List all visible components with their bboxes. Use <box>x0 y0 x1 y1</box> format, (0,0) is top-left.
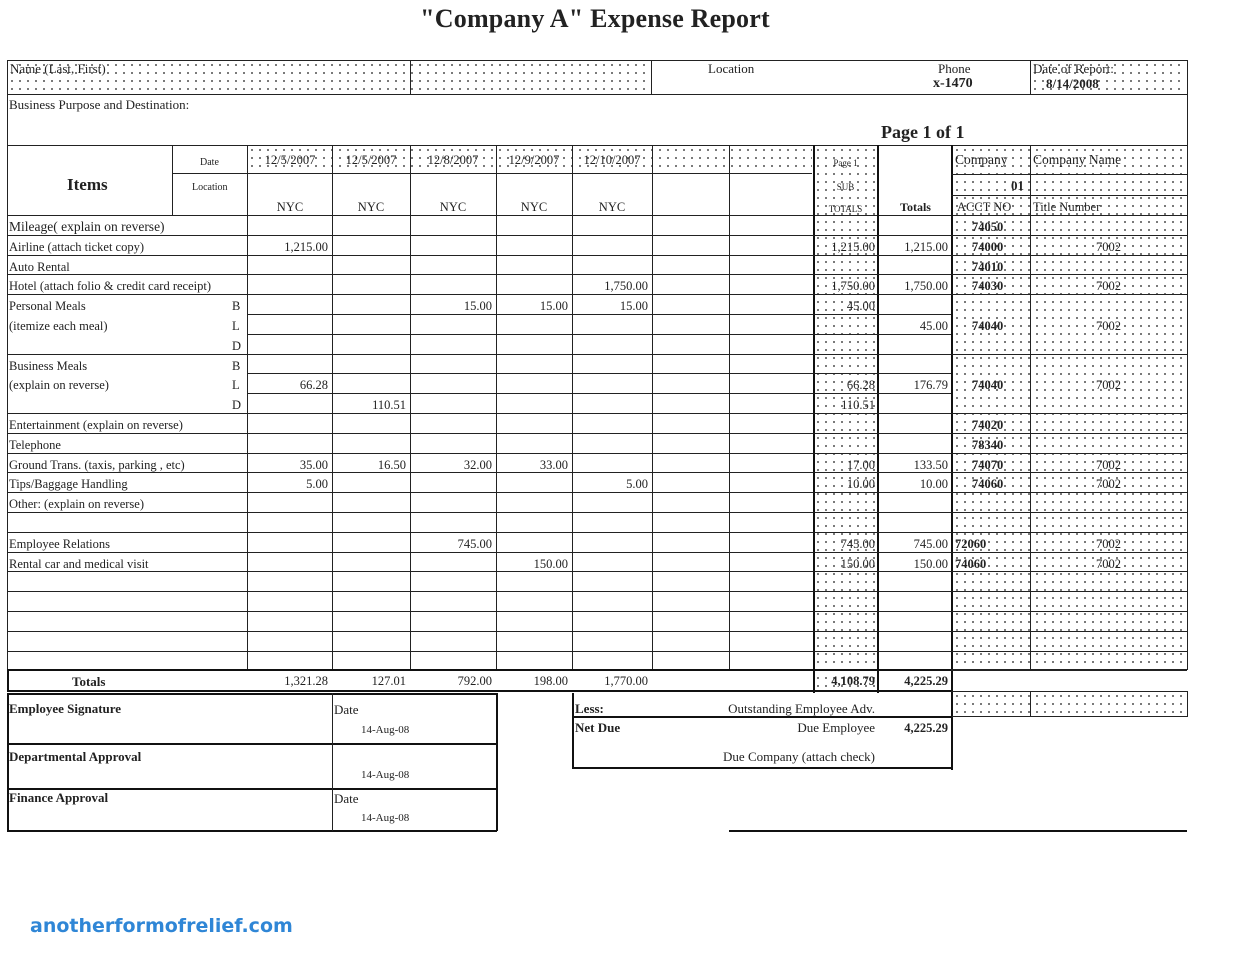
page-subtotal-cell: 110.51 <box>841 398 875 412</box>
company-code: 01 <box>1011 178 1024 193</box>
row-label: (explain on reverse) <box>9 378 109 392</box>
location-cell: NYC <box>439 200 467 214</box>
amount-cell: 15.00 <box>619 299 648 313</box>
grid-rule <box>7 690 951 692</box>
acct-number-cell: 78340 <box>972 438 1004 452</box>
name-label: Name (Last, First) <box>10 61 106 76</box>
grid-rule <box>1187 60 1188 146</box>
grid-rule <box>7 492 1187 493</box>
grid-rule <box>172 145 173 215</box>
finance-date-label: Date <box>334 791 359 806</box>
date-cell: 12/9/2007 <box>508 153 560 167</box>
title-number-label: Title Number <box>1033 200 1101 214</box>
date-cell: 12/10/2007 <box>583 153 641 167</box>
company-label: Company <box>955 152 1008 167</box>
page-subtotal-cell: 45.00 <box>846 299 875 313</box>
row-total-cell: 1,215.00 <box>904 240 948 254</box>
row-label: Mileage( explain on reverse) <box>9 219 165 234</box>
grid-rule <box>572 767 952 769</box>
amount-cell: 66.28 <box>299 378 328 392</box>
phone-label: Phone <box>938 61 971 76</box>
grid-rule <box>7 788 497 790</box>
page-subtotal-cell: 17.00 <box>846 458 875 472</box>
page-column-label: Page 1 <box>833 158 858 168</box>
grid-rule <box>1187 691 1188 717</box>
acct-no-label: ACCT NO <box>957 200 1012 214</box>
grid-rule <box>247 334 813 335</box>
amount-cell: 33.00 <box>539 458 568 472</box>
finance-date-value: 14-Aug-08 <box>361 812 410 824</box>
row-label: Ground Trans. (taxis, parking , etc) <box>9 458 185 472</box>
employee-date-label: Date <box>334 702 359 717</box>
row-label: Hotel (attach folio & credit card receipt) <box>9 279 211 293</box>
acct-number-cell: 72060 <box>955 537 987 551</box>
grid-rule <box>729 830 1187 832</box>
grid-rule <box>7 693 9 831</box>
page-subtotal-cell: 745.00 <box>840 537 875 551</box>
title-number-cell: 7002 <box>1096 458 1121 472</box>
acct-number-cell: 74060 <box>972 477 1004 491</box>
title-number-cell: 7002 <box>1096 240 1121 254</box>
amount-cell: 16.50 <box>377 458 406 472</box>
grid-rule <box>332 693 333 831</box>
grid-rule <box>7 631 1187 632</box>
grid-rule <box>7 294 1187 295</box>
location-row-label: Location <box>192 182 228 193</box>
watermark: anotherformofrelief.com <box>30 915 293 937</box>
location-cell: NYC <box>520 200 548 214</box>
page-subtotal-cell: 66.28 <box>846 378 875 392</box>
report-title: "Company A" Expense Report <box>420 4 770 33</box>
totals-day-cell: 127.01 <box>371 674 406 688</box>
grid-rule <box>7 669 9 691</box>
meal-code: D <box>232 339 242 353</box>
totals-column-label: Totals <box>900 200 931 214</box>
title-number-cell: 7002 <box>1096 557 1121 571</box>
title-number-cell: 7002 <box>1096 279 1121 293</box>
title-number-cell: 7002 <box>1096 477 1121 491</box>
grid-rule <box>7 472 1187 473</box>
grid-rule <box>7 552 1187 553</box>
amount-cell: 1,750.00 <box>604 279 648 293</box>
grid-rule <box>1030 691 1031 717</box>
grid-rule <box>7 512 1187 513</box>
grid-rule <box>7 830 497 832</box>
date-row-label: Date <box>200 157 219 168</box>
title-number-cell: 7002 <box>1096 378 1121 392</box>
grid-rule <box>7 60 8 146</box>
finance-approval-label: Finance Approval <box>9 790 109 805</box>
grid-rule <box>7 611 1187 612</box>
acct-number-cell: 74060 <box>955 557 987 571</box>
title-number-cell: 7002 <box>1096 537 1121 551</box>
acct-number-cell: 74040 <box>972 378 1004 392</box>
row-label: Employee Relations <box>9 537 111 551</box>
location-label: Location <box>708 61 755 76</box>
row-label: Business Meals <box>9 359 88 373</box>
amount-cell: 15.00 <box>463 299 492 313</box>
row-total-cell: 133.50 <box>913 458 948 472</box>
grid-rule <box>7 743 497 745</box>
dept-date-value: 14-Aug-08 <box>361 769 410 781</box>
row-total-cell: 745.00 <box>913 537 948 551</box>
grid-rule <box>1187 145 1188 670</box>
date-cell: 12/5/2007 <box>345 153 397 167</box>
grid-rule <box>7 235 1187 236</box>
grid-rule <box>7 591 1187 592</box>
page-column-label: SUB <box>836 182 855 192</box>
grid-rule <box>813 373 951 374</box>
grid-rule <box>572 693 574 768</box>
outstanding-advance-label: Outstanding Employee Adv. <box>728 701 875 716</box>
acct-number-cell: 74050 <box>972 220 1004 234</box>
grid-rule <box>951 174 1187 175</box>
phone-value: x-1470 <box>933 76 973 91</box>
row-label: (itemize each meal) <box>9 319 108 333</box>
page-subtotal-cell: 1,750.00 <box>831 279 875 293</box>
row-label: Other: (explain on reverse) <box>9 497 145 511</box>
meal-code: D <box>232 398 242 412</box>
row-label: Personal Meals <box>9 299 86 313</box>
grid-rule <box>7 453 1187 454</box>
grid-rule <box>572 716 952 718</box>
row-total-cell: 176.79 <box>913 378 948 392</box>
page-subtotal-cell: 150.00 <box>840 557 875 571</box>
items-label: Items <box>67 175 108 194</box>
employee-date-value: 14-Aug-08 <box>361 724 410 736</box>
grid-rule <box>496 693 498 831</box>
grid-rule <box>247 393 813 394</box>
amount-cell: 1,215.00 <box>284 240 328 254</box>
net-due-label: Net Due <box>575 720 621 735</box>
advance-row-shade <box>953 692 1186 716</box>
grid-rule <box>1030 60 1031 94</box>
meal-code: B <box>232 359 241 373</box>
meal-code: L <box>232 319 240 333</box>
acct-number-cell: 74010 <box>972 260 1004 274</box>
location-cell: NYC <box>276 200 304 214</box>
date-cell: 12/8/2007 <box>427 153 479 167</box>
grid-rule <box>7 532 1187 533</box>
grid-rule <box>7 215 1187 216</box>
grid-rule <box>813 334 951 335</box>
grid-rule <box>7 94 1187 95</box>
totals-day-cell: 198.00 <box>533 674 568 688</box>
acct-number-cell: 74070 <box>972 458 1004 472</box>
departmental-approval-label: Departmental Approval <box>9 749 142 764</box>
row-total-cell: 10.00 <box>919 477 948 491</box>
location-cell: NYC <box>598 200 626 214</box>
company-name-label: Company Name <box>1033 152 1122 167</box>
title-number-cell: 7002 <box>1096 319 1121 333</box>
page-indicator: Page 1 of 1 <box>881 122 965 142</box>
page-subtotal-cell: 10.00 <box>846 477 875 491</box>
grid-rule <box>7 669 951 671</box>
amount-cell: 35.00 <box>299 458 328 472</box>
grid-rule <box>651 60 652 94</box>
totals-row-label: Totals <box>72 674 106 689</box>
amount-cell: 745.00 <box>457 537 492 551</box>
grid-rule <box>813 393 951 394</box>
row-total-cell: 45.00 <box>919 319 948 333</box>
due-employee-value: 4,225.29 <box>904 721 948 735</box>
due-company-label: Due Company (attach check) <box>723 749 875 764</box>
amount-cell: 15.00 <box>539 299 568 313</box>
totals-day-cell: 792.00 <box>457 674 492 688</box>
grand-total-cell: 4,225.29 <box>904 674 948 688</box>
grid-rule <box>247 314 813 315</box>
amount-cell: 5.00 <box>306 477 328 491</box>
less-label: Less: <box>575 701 604 716</box>
row-label: Tips/Baggage Handling <box>9 477 128 491</box>
grid-rule <box>410 60 411 94</box>
date-of-report-label: Date of Report: <box>1033 61 1114 76</box>
grid-rule <box>7 274 1187 275</box>
amount-cell: 32.00 <box>463 458 492 472</box>
totals-page-cell: 4,108.79 <box>831 674 875 688</box>
grid-rule <box>7 60 1187 61</box>
acct-number-cell: 74020 <box>972 418 1004 432</box>
due-employee-label: Due Employee <box>797 720 875 735</box>
employee-signature-label: Employee Signature <box>9 701 122 716</box>
grid-rule <box>951 195 1187 196</box>
location-cell: NYC <box>357 200 385 214</box>
grid-rule <box>247 373 813 374</box>
grid-rule <box>7 255 1187 256</box>
meal-code: L <box>232 378 240 392</box>
grid-rule <box>7 571 1187 572</box>
grid-rule <box>951 716 1187 717</box>
grid-rule <box>951 669 1187 670</box>
grid-rule <box>172 173 812 174</box>
amount-cell: 150.00 <box>533 557 568 571</box>
row-total-cell: 150.00 <box>913 557 948 571</box>
grid-rule <box>813 314 951 315</box>
row-label: Auto Rental <box>9 260 70 274</box>
amount-cell: 110.51 <box>372 398 406 412</box>
grid-rule <box>7 651 1187 652</box>
grid-rule <box>951 145 953 770</box>
grid-rule <box>7 693 497 695</box>
acct-number-cell: 74000 <box>972 240 1004 254</box>
grid-rule <box>7 413 1187 414</box>
meal-code: B <box>232 299 241 313</box>
acct-number-cell: 74040 <box>972 319 1004 333</box>
totals-day-cell: 1,770.00 <box>604 674 648 688</box>
page-column-label: TOTALS <box>828 204 863 214</box>
page-subtotal-cell: 1,215.00 <box>831 240 875 254</box>
row-label: Entertainment (explain on reverse) <box>9 418 183 432</box>
row-total-cell: 1,750.00 <box>904 279 948 293</box>
row-label: Airline (attach ticket copy) <box>9 240 145 254</box>
grid-rule <box>7 145 1187 146</box>
amount-cell: 5.00 <box>626 477 648 491</box>
date-cell: 12/5/2007 <box>264 153 316 167</box>
totals-day-cell: 1,321.28 <box>284 674 328 688</box>
date-of-report-value: 8/14/2008 <box>1046 76 1099 91</box>
grid-rule <box>951 691 1187 692</box>
grid-rule <box>7 354 1187 355</box>
row-label: Telephone <box>9 438 61 452</box>
acct-number-cell: 74030 <box>972 279 1004 293</box>
purpose-label: Business Purpose and Destination: <box>9 97 190 112</box>
row-label: Rental car and medical visit <box>9 557 149 571</box>
grid-rule <box>7 433 1187 434</box>
